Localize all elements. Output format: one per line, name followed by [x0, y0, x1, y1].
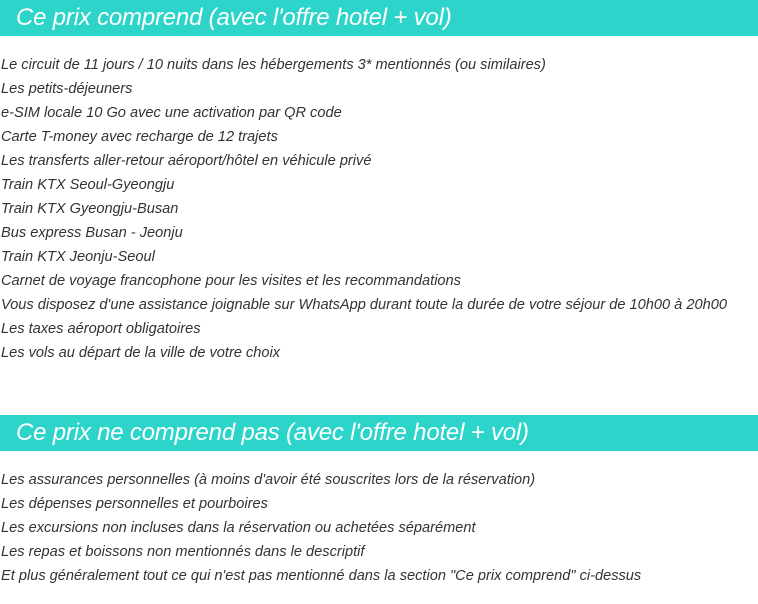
included-item-ktx-gyeongju-busan: Train KTX Gyeongju-Busan: [1, 201, 179, 217]
included-item-flights: Les vols au départ de la ville de votre choix: [1, 345, 281, 361]
excluded-item-insurance: Les assurances personnelles (à moins d'avoir été souscrites lors de la réservation): [1, 472, 536, 488]
excluded-item-personal-expenses: Les dépenses personnelles et pourboires: [1, 496, 268, 512]
excluded-section-title: Ce prix ne comprend pas (avec l'offre hotel + vol): [16, 419, 529, 446]
included-item-tmoney: Carte T-money avec recharge de 12 trajets: [1, 129, 278, 145]
included-item-bus-busan-jeonju: Bus express Busan - Jeonju: [1, 225, 183, 241]
included-items-list: [0, 53, 758, 365]
included-item-ktx-jeonju-seoul: Train KTX Jeonju-Seoul: [1, 249, 155, 265]
included-item-circuit: Le circuit de 11 jours / 10 nuits dans les hébergements 3* mentionnés (ou similaires): [1, 57, 546, 73]
included-section-title: Ce prix comprend (avec l'offre hotel + vol): [16, 4, 452, 31]
excluded-item-excursions: Les excursions non incluses dans la réservation ou achetées séparément: [1, 520, 476, 536]
included-item-esim: e-SIM locale 10 Go avec une activation par QR code: [1, 105, 342, 121]
included-section-header: [0, 0, 758, 36]
included-item-breakfast: Les petits-déjeuners: [1, 81, 133, 97]
included-item-travel-guide: Carnet de voyage francophone pour les visites et les recommandations: [1, 273, 461, 289]
included-item-airport-taxes: Les taxes aéroport obligatoires: [1, 321, 201, 337]
excluded-section-header: [0, 415, 758, 451]
included-item-ktx-seoul-gyeongju: Train KTX Seoul-Gyeongju: [1, 177, 175, 193]
included-item-transfers: Les transferts aller-retour aéroport/hôtel en véhicule privé: [1, 153, 372, 169]
excluded-items-list: [0, 468, 758, 588]
excluded-item-meals: Les repas et boissons non mentionnés dans le descriptif: [1, 544, 365, 560]
excluded-item-other: Et plus généralement tout ce qui n'est pas mentionné dans la section "Ce prix comprend" ci-dessus: [1, 568, 642, 584]
included-item-whatsapp-assistance: Vous disposez d'une assistance joignable sur WhatsApp durant toute la durée de votre séjour de 10h00 à 20h00: [1, 297, 727, 313]
